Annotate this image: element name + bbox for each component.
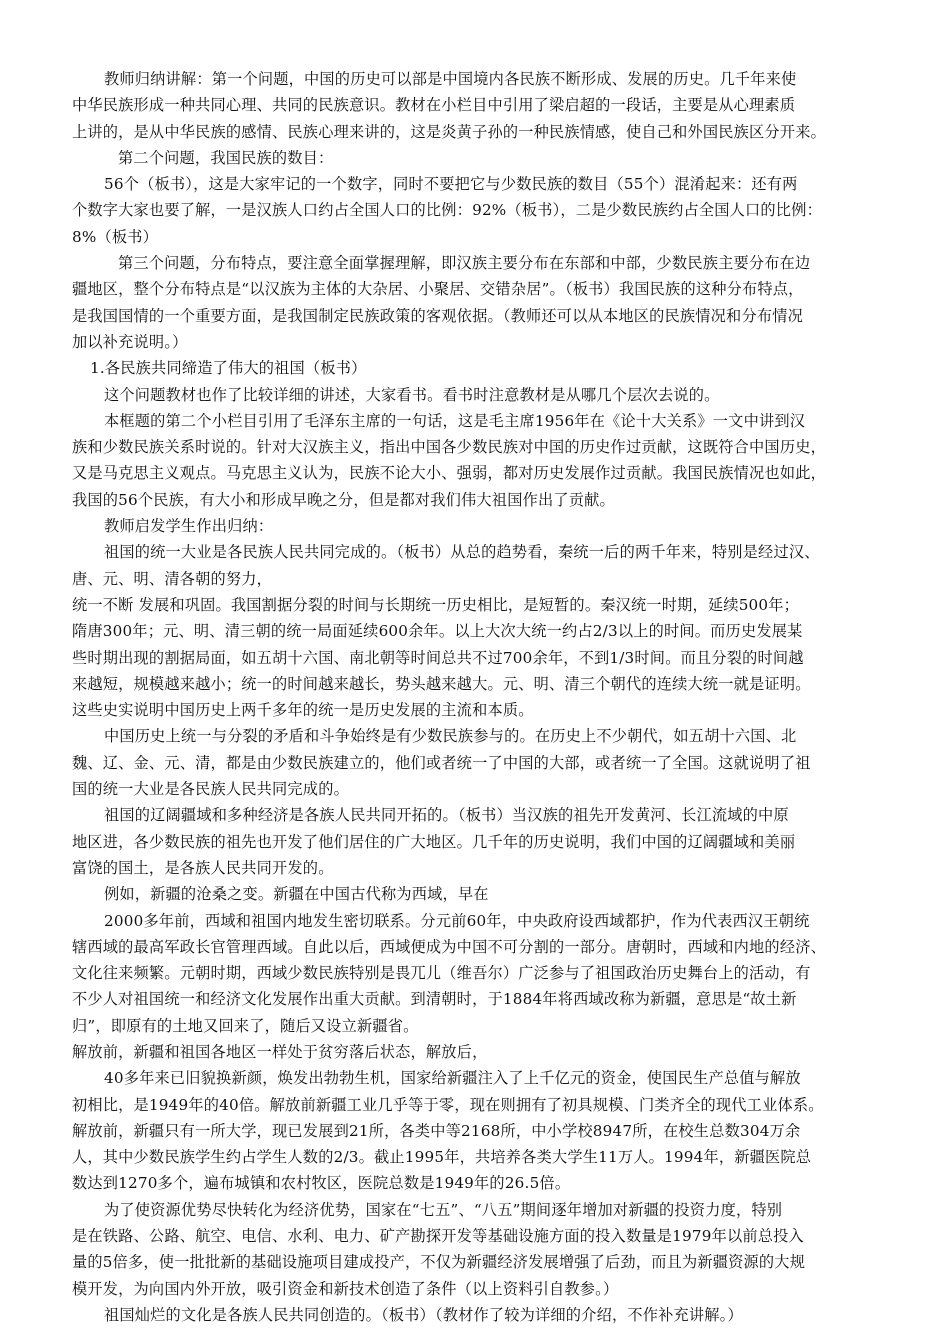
text-line: 我国的56个民族，有大小和形成早晚之分，但是都对我们伟大祖国作出了贡献。 (72, 490, 615, 509)
text-line: 量的5倍多，使一批批新的基础设施项目建成投产，不仅为新疆经济发展增强了后劲，而且为新疆资源的大规 (72, 1253, 806, 1272)
text-line: 本框题的第二个小栏目引用了毛泽东主席的一句话，这是毛主席1956年在《论十大关系》一文中讲到汉 (104, 411, 806, 430)
text-line: 是我国国情的一个重要方面，是我国制定民族政策的客观依据。（教师还可以从本地区的民族情况和分布情况 (72, 306, 803, 325)
text-line: 辖西域的最高军政长官管理西域。自此以后，西域便成为中国不可分割的一部分。唐朝时，西域和内地的经济、 (72, 937, 826, 956)
text-line: 8%（板书） (72, 227, 159, 246)
text-line: 祖国的辽阔疆域和多种经济是各族人民共同开拓的。（板书）当汉族的祖先开发黄河、长江流域的中原 (104, 806, 789, 825)
text-line: 第二个问题，我国民族的数目： (118, 148, 334, 167)
text-line: 中华民族形成一种共同心理、共同的民族意识。教材在小栏目中引用了梁启超的一段话，主要是从心理素质 (72, 96, 796, 115)
text-line: 人，其中少数民族学生约占学生人数的2/3。截止1995年，共培养各类大学生11万人。1994年，新疆医院总 (72, 1148, 812, 1167)
text-line: 又是马克思主义观点。马克思主义认为，民族不论大小、强弱，都对历史发展作过贡献。我国民族情况也如此， (72, 464, 826, 483)
text-line: 些时期出现的割据局面，如五胡十六国、南北朝等时间总共不过700余年，不到1/3时间。而且分裂的时间越 (72, 648, 804, 667)
text-line: 唐、元、明、清各朝的努力， (72, 569, 273, 588)
text-line: 隋唐300年；元、明、清三朝的统一局面延续600余年。以上大次大统一约占2/3以上的时间。而历史发展某 (72, 622, 803, 641)
text-line: 是在铁路、公路、航空、电信、水利、电力、矿产勘探开发等基础设施方面的投入数量是1979年以前总投入 (72, 1227, 804, 1246)
text-line: 为了使资源优势尽快转化为经济优势，国家在“七五”、“八五”期间逐年增加对新疆的投资力度，特别 (104, 1200, 783, 1219)
text-line: 国的统一大业是各民族人民共同完成的。 (72, 780, 349, 799)
text-line: 个数字大家也要了解，一是汉族人口约占全国人口的比例：92%（板书），二是少数民族约占全国人口的比例： (72, 201, 822, 220)
text-line: 来越短，规模越来越小；统一的时间越来越长，势头越来越大。元、明、清三个朝代的连续大统一就是证明。 (72, 674, 811, 693)
text-line: 教师启发学生作出归纳： (104, 517, 274, 536)
text-line: 统一不断 发展和巩固。我国割据分裂的时间与长期统一历史相比，是短暂的。秦汉统一时期，延续500年； (72, 595, 800, 614)
text-line: 不少人对祖国统一和经济文化发展作出重大贡献。到清朝时，于1884年将西域改称为新疆，意思是“故土新 (72, 990, 797, 1009)
text-line: 40多年来已旧貌换新颜，焕发出勃勃生机，国家给新疆注入了上千亿元的资金，使国民生产总值与解放 (104, 1069, 801, 1088)
text-line: 加以补充说明。） (72, 332, 188, 351)
text-line: 文化往来频繁。元朝时期，西域少数民族特别是畏兀儿（维吾尔）广泛参与了祖国政治历史舞台上的活动，有 (72, 964, 811, 983)
text-line: 解放前，新疆只有一所大学，现已发展到21所，各类中等2168所，中小学校8947所，在校生总数304万余 (72, 1121, 801, 1140)
text-line: 这些史实说明中国历史上两千多年的统一是历史发展的主流和本质。 (72, 701, 534, 720)
text-line: 魏、辽、金、元、清，都是由少数民族建立的，他们或者统一了中国的大部，或者统一了全国。这就说明了祖 (72, 753, 811, 772)
text-line: 祖国灿烂的文化是各族人民共同创造的。（板书）（教材作了较为详细的介绍，不作补充讲解。） (104, 1305, 743, 1324)
text-line: 例如，新疆的沧桑之变。新疆在中国古代称为西域，早在 (104, 885, 489, 904)
text-line: 族和少数民族关系时说的。针对大汉族主义，指出中国各少数民族对中国的历史作过贡献，这既符合中国历史， (72, 438, 826, 457)
text-line: 上讲的，是从中华民族的感情、民族心理来讲的，这是炎黄子孙的一种民族情感，使自己和外国民族区分开来。 (72, 122, 826, 141)
text-line: 解放前，新疆和祖国各地区一样处于贫穷落后状态，解放后， (72, 1042, 488, 1061)
text-line: 模开发，为向国内外开放，吸引资金和新技术创造了条件（以上资料引自教参。） (72, 1279, 619, 1298)
text-line: 中国历史上统一与分裂的矛盾和斗争始终是有少数民族参与的。在历史上不少朝代，如五胡十六国、北 (104, 727, 797, 746)
text-line: 疆地区，整个分布特点是“以汉族为主体的大杂居、小聚居、交错杂居”。（板书）我国民族的这种分布特点， (72, 280, 804, 299)
text-line: 富饶的国土，是各族人民共同开发的。 (72, 858, 334, 877)
text-line: 数达到1270多个，遍布城镇和农村牧区，医院总数是1949年的26.5倍。 (72, 1174, 571, 1193)
text-line: 地区进，各少数民族的祖先也开发了他们居住的广大地区。几千年的历史说明，我们中国的辽阔疆域和美丽 (72, 832, 796, 851)
text-line: 教师归纳讲解：第一个问题，中国的历史可以部是中国境内各民族不断形成、发展的历史。几千年来使 (104, 70, 797, 88)
text-line: 祖国的统一大业是各民族人民共同完成的。（板书）从总的趋势看，秦统一后的两千年来，特别是经过汉、 (104, 543, 820, 562)
text-line: 56个（板书），这是大家牢记的一个数字，同时不要把它与少数民族的数目（55个）混淆起来：还有两 (104, 175, 798, 194)
text-line: 第三个问题，分布特点，要注意全面掌握理解，即汉族主要分布在东部和中部，少数民族主要分布在边 (118, 254, 811, 273)
text-line: 这个问题教材也作了比较详细的讲述，大家看书。看书时注意教材是从哪几个层次去说的。 (104, 385, 720, 404)
text-line: 2000多年前，西域和祖国内地发生密切联系。分元前60年，中央政府设西域都护，作为代表西汉王朝统 (104, 911, 810, 930)
text-line: 1.各民族共同缔造了伟大的祖国（板书） (90, 359, 367, 378)
document-body (72, 66, 882, 1328)
text-line: 归”，即原有的土地又回来了，随后又设立新疆省。 (72, 1016, 419, 1035)
text-line: 初相比，是1949年的40倍。解放前新疆工业几乎等于零，现在则拥有了初具规模、门类齐全的现代工业体系。 (72, 1095, 824, 1114)
